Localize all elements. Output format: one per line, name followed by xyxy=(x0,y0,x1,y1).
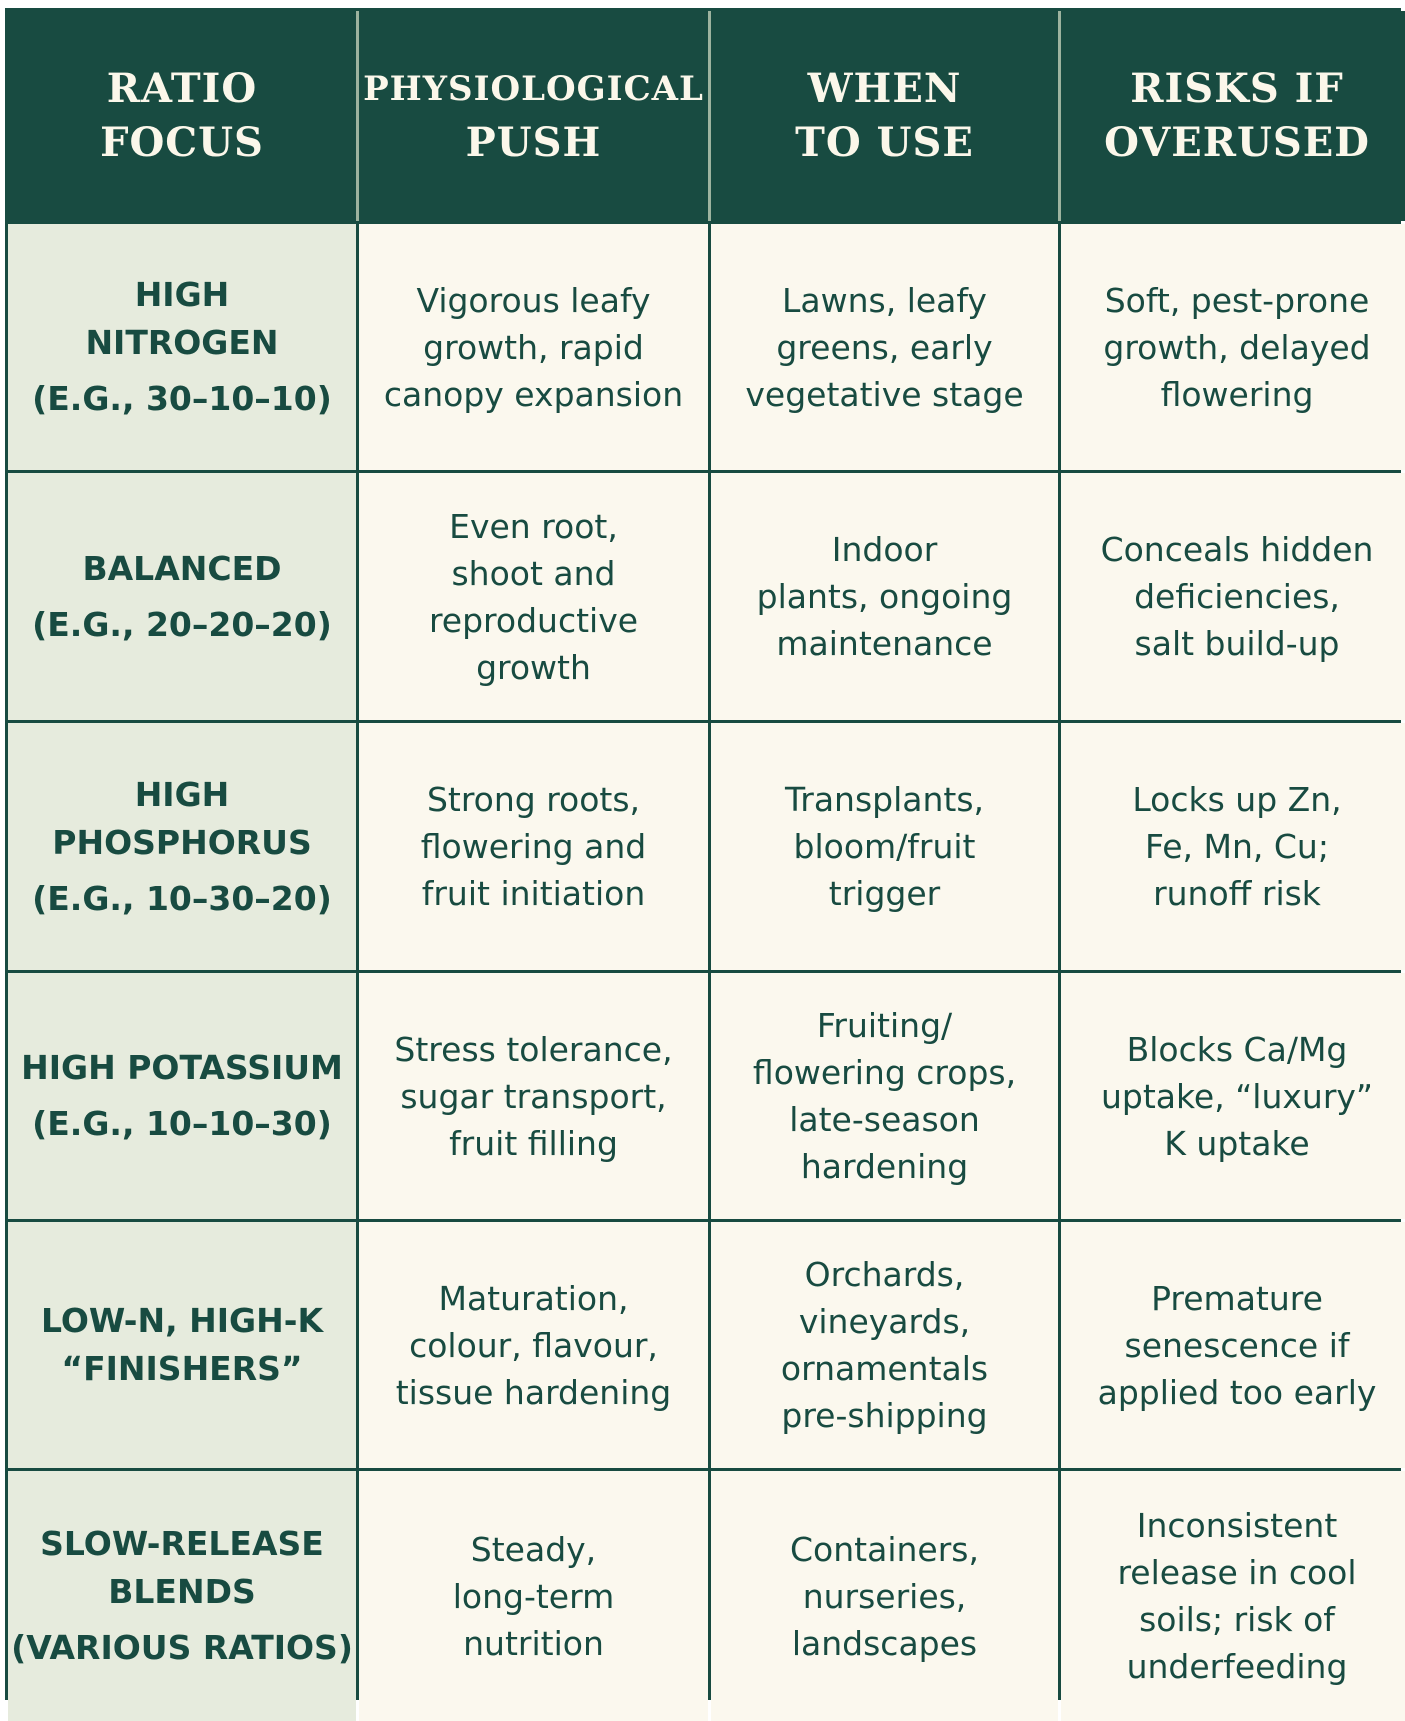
cell-text-line: vegetative stage xyxy=(745,374,1024,414)
cell-text-line: FOCUS xyxy=(100,119,264,166)
cell-text-line: Fruiting/ xyxy=(816,1006,953,1045)
row-ratio-focus-cell xyxy=(8,1222,356,1468)
cell-text-line: maintenance xyxy=(776,624,993,663)
cell-text-line: Containers, xyxy=(790,1529,979,1569)
cell-text-line: nurseries, xyxy=(802,1576,967,1616)
cell-text-line: vineyards, xyxy=(798,1302,971,1341)
cell-text-line: Even root, xyxy=(449,506,618,546)
cell-text-line: HIGH xyxy=(134,275,230,314)
cell-text-line: Orchards, xyxy=(804,1255,965,1294)
cell-text-line: Locks up Zn, xyxy=(1132,780,1342,819)
cell-text-line: BLENDS xyxy=(108,1572,256,1611)
cell-text-line: hardening xyxy=(800,1147,969,1186)
row-physiological-push-cell xyxy=(359,723,708,970)
header-when-to-use xyxy=(708,11,1058,221)
cell-text-line: canopy expansion xyxy=(383,374,684,414)
ratio-example: (E.G., 30–10–10) xyxy=(32,379,332,418)
cell-text-line: Inconsistent xyxy=(1136,1506,1338,1545)
cell-text-line: Lawns, leafy xyxy=(782,280,987,320)
cell-text-line: flowering crops, xyxy=(752,1053,1017,1092)
cell-text-line: Premature xyxy=(1151,1278,1323,1318)
cell-text-line: fruit filling xyxy=(449,1123,618,1163)
cell-text-line: deficiencies, xyxy=(1134,577,1340,616)
row-when-to-use-cell xyxy=(711,473,1058,720)
cell-text-line: uptake, “luxury” xyxy=(1100,1076,1374,1116)
cell-text-line: Fe, Mn, Cu; xyxy=(1145,827,1329,866)
cell-text-line: Blocks Ca/Mg xyxy=(1126,1029,1348,1069)
cell-text-line: SLOW-RELEASE xyxy=(40,1524,324,1563)
cell-text-line: trigger xyxy=(828,874,941,913)
cell-text-line: shoot and xyxy=(451,553,616,593)
cell-text-line: late-season xyxy=(789,1100,980,1139)
cell-text-line: OVERUSED xyxy=(1104,119,1370,166)
cell-text-line: growth xyxy=(476,647,591,687)
cell-text-line: Maturation, xyxy=(438,1278,629,1318)
cell-text-line: Indoor xyxy=(831,530,938,569)
cell-text-line: pre-shipping xyxy=(781,1396,988,1435)
cell-text-line: underfeeding xyxy=(1126,1647,1348,1686)
cell-text-line: Conceals hidden xyxy=(1100,530,1374,569)
cell-text-line: NITROGEN xyxy=(85,323,279,362)
ratio-example: (E.G., 10–30–20) xyxy=(32,878,332,918)
cell-text-line: Soft, pest-prone xyxy=(1104,280,1370,320)
cell-text-line: bloom/fruit xyxy=(793,827,976,866)
cell-text-line: nutrition xyxy=(463,1623,604,1663)
cell-text-line: soils; risk of xyxy=(1139,1600,1335,1639)
cell-text-line: flowering xyxy=(1160,374,1314,414)
cell-text-line: plants, ongoing xyxy=(756,577,1013,616)
cell-text-line: HIGH xyxy=(134,774,230,814)
row-when-to-use-cell xyxy=(711,1222,1058,1468)
row-physiological-push-cell xyxy=(359,973,708,1219)
cell-text-line: Stress tolerance, xyxy=(394,1029,673,1069)
row-when-to-use-cell xyxy=(711,973,1058,1219)
row-ratio-focus-cell xyxy=(8,723,356,970)
ratio-example: (E.G., 10–10–30) xyxy=(32,1104,332,1143)
row-ratio-focus-cell xyxy=(8,1471,356,1721)
cell-text-line: PHYSIOLOGICAL xyxy=(363,69,704,109)
cell-text-line: RATIO xyxy=(106,65,258,112)
row-risks-cell xyxy=(1061,1222,1405,1468)
row-when-to-use-cell xyxy=(711,224,1058,470)
row-risks-cell xyxy=(1061,473,1405,720)
cell-text-line: long-term xyxy=(452,1576,615,1616)
fertilizer-ratio-table xyxy=(5,8,1401,1700)
cell-text-line: PHOSPHORUS xyxy=(52,822,312,862)
cell-text-line: colour, flavour, xyxy=(409,1325,658,1365)
cell-text-line: senescence if xyxy=(1124,1325,1350,1365)
cell-text-line: “FINISHERS” xyxy=(61,1349,303,1388)
header-risks-if-overused xyxy=(1058,11,1405,221)
cell-text-line: HIGH POTASSIUM xyxy=(21,1048,343,1087)
row-ratio-focus-cell xyxy=(8,224,356,470)
row-risks-cell xyxy=(1061,723,1405,970)
cell-text-line: BALANCED xyxy=(82,548,282,588)
header-physiological-push xyxy=(356,11,708,221)
cell-text-line: WHEN xyxy=(807,65,962,112)
cell-text-line: TO USE xyxy=(795,119,974,166)
cell-text-line: tissue hardening xyxy=(395,1372,672,1412)
row-physiological-push-cell xyxy=(359,473,708,720)
cell-text-line: K uptake xyxy=(1164,1123,1310,1163)
cell-text-line: ornamentals xyxy=(780,1349,989,1388)
cell-text-line: Vigorous leafy xyxy=(416,280,651,320)
cell-text-line: reproductive xyxy=(428,600,639,640)
header-ratio-focus xyxy=(8,11,356,221)
cell-text-line: fruit initiation xyxy=(421,874,646,913)
cell-text-line: Steady, xyxy=(470,1529,597,1569)
cell-text-line: RISKS IF xyxy=(1130,65,1344,112)
cell-text-line: growth, delayed xyxy=(1103,327,1371,367)
cell-text-line: sugar transport, xyxy=(400,1076,667,1116)
cell-text-line: Strong roots, xyxy=(426,780,641,819)
row-risks-cell xyxy=(1061,224,1405,470)
row-ratio-focus-cell xyxy=(8,973,356,1219)
ratio-example: (VARIOUS RATIOS) xyxy=(11,1628,353,1667)
row-ratio-focus-cell xyxy=(8,473,356,720)
cell-text-line: growth, rapid xyxy=(423,327,644,367)
row-when-to-use-cell xyxy=(711,723,1058,970)
cell-text-line: salt build-up xyxy=(1134,624,1340,663)
cell-text-line: LOW-N, HIGH-K xyxy=(40,1301,324,1340)
cell-text-line: greens, early xyxy=(776,327,993,367)
cell-text-line: applied too early xyxy=(1097,1372,1377,1412)
cell-text-line: landscapes xyxy=(791,1623,978,1663)
row-physiological-push-cell xyxy=(359,1471,708,1721)
row-when-to-use-cell xyxy=(711,1471,1058,1721)
cell-text-line: runoff risk xyxy=(1153,874,1321,913)
row-physiological-push-cell xyxy=(359,224,708,470)
cell-text-line: Transplants, xyxy=(784,780,985,819)
cell-text-line: PUSH xyxy=(465,119,602,166)
cell-text-line: flowering and xyxy=(420,827,647,866)
cell-text-line: release in cool xyxy=(1117,1553,1357,1592)
ratio-example: (E.G., 20–20–20) xyxy=(32,604,332,644)
row-risks-cell xyxy=(1061,1471,1405,1721)
row-physiological-push-cell xyxy=(359,1222,708,1468)
row-risks-cell xyxy=(1061,973,1405,1219)
